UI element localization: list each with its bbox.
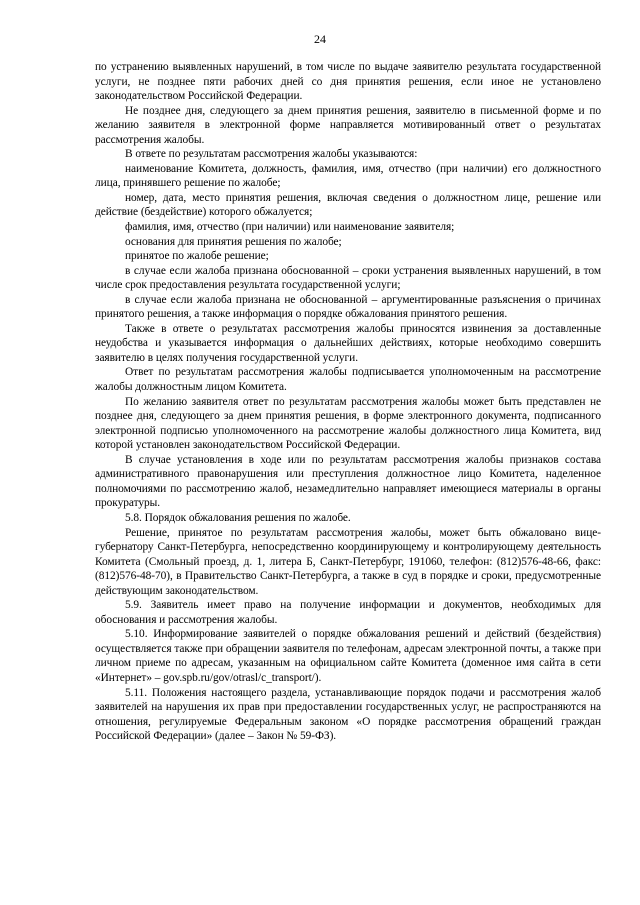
paragraph-list-item: основания для принятия решения по жалобе; [125, 235, 342, 248]
paragraph-apologies: Также в ответе о результатах рассмотрения жалобы приносятся извинения за доставленные неудобства и указывается информация о дальнейших действиях, которые необходимо совершить заявителю в целях получения государственной услуги. [95, 322, 601, 364]
paragraph-electronic-reply: По желанию заявителя ответ по результатам рассмотрения жалобы может быть представлен не позднее дня, следующего за днем принятия решения, в форме электронного документа, подписанного электронной подписью уполномоченного на рассмотрение жалобы должностного лица Комитета, вид которой установлен законодательством Российской Федерации. [95, 395, 601, 452]
paragraph-list-item: фамилия, имя, отчество (при наличии) или наименование заявителя; [125, 221, 455, 234]
paragraph-5-11: 5.11. Положения настоящего раздела, устанавливающие порядок подачи и рассмотрения жалоб заявителей на нарушения их прав при предоставлении государственных услуг, не распространяются на отношения, регулируемые Федеральным законом «О порядке рассмотрения обращений граждан Российской Федерации» (далее – Закон № 59-ФЗ). [95, 686, 601, 743]
paragraph-5-9: 5.9. Заявитель имеет право на получение информации и документов, необходимых для обоснования и рассмотрения жалобы. [95, 599, 601, 626]
paragraph-reply-contents-intro: В ответе по результатам рассмотрения жалобы указываются: [125, 148, 418, 161]
section-heading-5-8: 5.8. Порядок обжалования решения по жалобе. [125, 511, 351, 524]
paragraph-list-item: в случае если жалоба признана обоснованной – сроки устранения выявленных нарушений, в том числе срок предоставления результата государственной услуги; [95, 264, 601, 292]
paragraph-list-item: номер, дата, место принятия решения, включая сведения о должностном лице, решение или действие (бездействие) которого обжалуется; [95, 191, 601, 219]
paragraph-list-item: принятое по жалобе решение; [125, 250, 269, 263]
paragraph-reply-deadline: Не позднее дня, следующего за днем принятия решения, заявителю в письменной форме и по желанию заявителя в электронной форме направляется мотивированный ответ о результатах рассмотрения жалобы. [95, 104, 601, 146]
paragraph-prosecution: В случае установления в ходе или по результатам рассмотрения жалобы признаков состава административного правонарушения или преступления должностное лицо Комитета, наделенное полномочиями по рассмотрению жалоб, незамедлительно направляет имеющиеся материалы в органы прокуратуры. [95, 453, 601, 510]
paragraph-list-item: наименование Комитета, должность, фамилия, имя, отчество (при наличии) его должностного лица, принявшего решение по жалобе; [95, 162, 601, 190]
page-number: 24 [314, 32, 326, 46]
document-body [95, 60, 601, 744]
paragraph-appeal: Решение, принятое по результатам рассмотрения жалобы, может быть обжаловано вице-губернатору Санкт-Петербурга, непосредственно координирующему и контролирующему деятельность Комитета (Смольный проезд, д. 1, литера Б, Санкт-Петербург, 191060, телефон: (812)576-48-66, факс: (812)576-48-70), в Правительство Санкт-Петербурга, а также в суд в порядке и сроки, предусмотренные действующим законодательством. [95, 526, 601, 597]
paragraph-list-item: в случае если жалоба признана не обоснованной – аргументированные разъяснения о причинах принятого решения, а также информация о порядке обжалования принятого решения. [95, 293, 601, 321]
paragraph-5-10: 5.10. Информирование заявителей о порядке обжалования решений и действий (бездействия) осуществляется также при обращении заявителя по телефонам, адресам электронной почты, а также при личном приеме по адресам, указанным на официальном сайте Комитета (доменное имя сайта в сети «Интернет» – gov.spb.ru/gov/otrasl/c_transport/). [95, 628, 601, 684]
paragraph-signature: Ответ по результатам рассмотрения жалобы подписывается уполномоченным на рассмотрение жалобы должностным лицом Комитета. [95, 366, 601, 394]
paragraph-continuation: по устранению выявленных нарушений, в том числе по выдаче заявителю результата государственной услуги, не позднее пяти рабочих дней со дня принятия решения, если иное не установлено законодательством Российской Федерации. [95, 61, 601, 103]
